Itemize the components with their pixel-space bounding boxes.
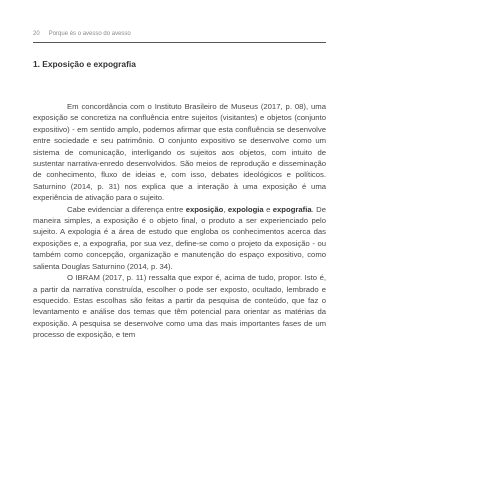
paragraph xyxy=(33,204,326,272)
paragraph-text: . De maneira simples, a exposição é o objeto final, o produto a ser experienciado pelo sujeito. A expologia é a área de estudo que engloba os conhecimentos acerca das exposições e, a expografia, por sua vez, define-se como o projeto da exposição - ou também como concepção, organização e manutenção do espaço expositivo, como salienta Douglas Saturnino (2014, p. 34). xyxy=(33,204,326,271)
paragraph: O IBRAM (2017, p. 11) ressalta que expor é, acima de tudo, propor. Isto é, a partir da narrativa construída, escolher o pode ser exposto, ocultado, lembrado e esquecido. Estas escolhas são feitas a partir da pesquisa de conteúdo, que faz o levantamento e análise dos temas que têm potencial para orientar as matérias da exposição. A pesquisa se desenvolve como uma das mais importantes fases de um processo de exposição, e tem xyxy=(33,273,326,340)
section-title: 1. Exposição e expografia xyxy=(33,59,136,69)
paragraph-text: , xyxy=(223,204,228,214)
paragraph-text: e xyxy=(263,204,273,214)
term-expologia: expologia xyxy=(227,204,264,214)
paragraph-text: Cabe evidenciar a diferença entre xyxy=(67,204,186,214)
running-title: Porque és o avesso do avesso xyxy=(48,31,131,37)
paragraph: Em concordância com o Instituto Brasileiro de Museus (2017, p. 08), uma exposição se concretiza na confluência entre sujeitos (visitantes) e objetos (conjunto expositivo) - em sentido amplo, podemos afirmar que esta confluência se desenvolve entre sociedade e seu patrimônio. O conjunto expositivo se desenvolve como um sistema de comunicação, interligando os sujeitos aos objetos, com intuito de sustentar narrativa-enredo desenvolvidos. São meios de reprodução e disseminação de conhecimento, fluxo de ideias e, com isso, debates ideológicos e políticos. Saturnino (2014, p. 31) nos explica que a interação à uma exposição é uma experiência de ativação para o sujeito. xyxy=(33,102,326,203)
term-expografia: expografia xyxy=(272,204,312,214)
page-header xyxy=(33,31,326,37)
header-divider xyxy=(33,42,326,43)
body-text xyxy=(33,101,326,341)
term-exposicao: exposição xyxy=(185,204,224,214)
page-number: 20 xyxy=(33,31,40,37)
